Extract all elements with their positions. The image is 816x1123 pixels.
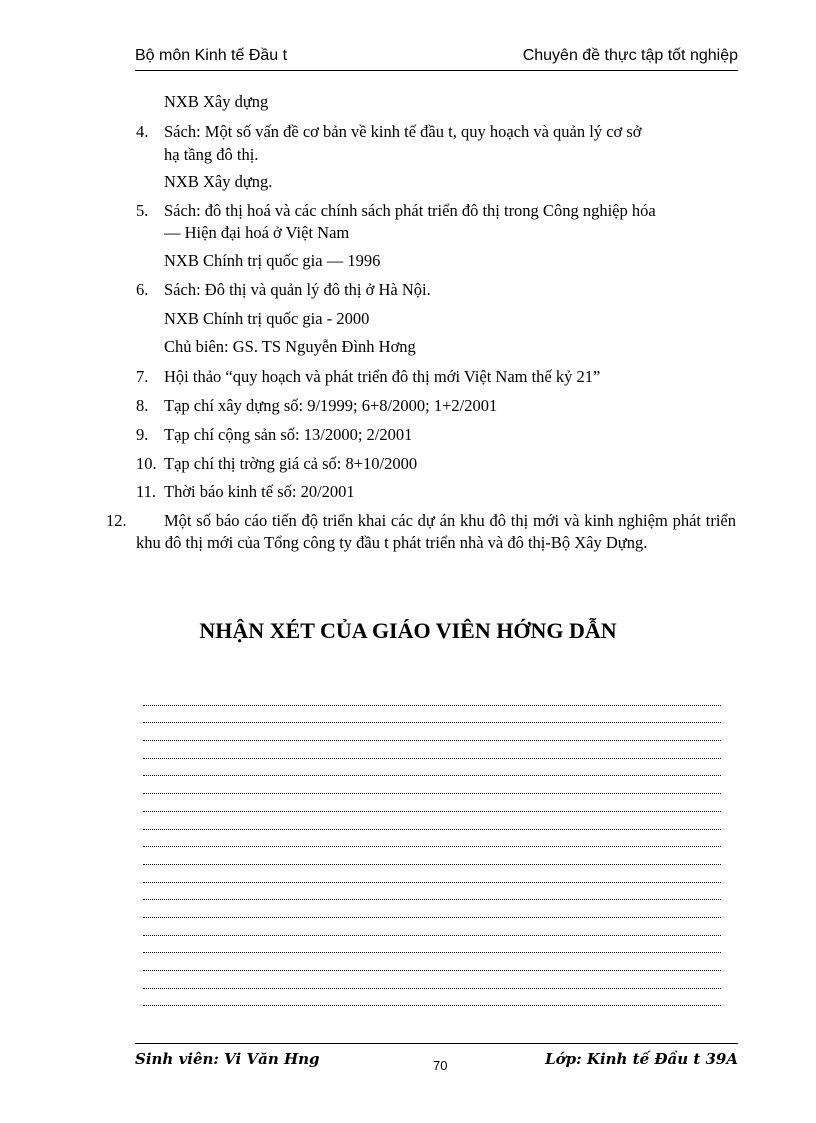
- dotted-line: [143, 900, 721, 918]
- ref-4-line2: hạ tầng đô thị.: [164, 145, 259, 164]
- ref-10-text: Tạp chí thị trờng giá cả số: 8+10/2000: [164, 454, 418, 473]
- ref-3-publisher: NXB Xây dựng: [164, 92, 269, 111]
- ref-7-number: 7.: [136, 367, 149, 386]
- dotted-line: [143, 936, 721, 954]
- ref-4-number: 4.: [136, 122, 149, 141]
- header-department: Bộ môn Kinh tế Đầu t: [135, 47, 288, 64]
- ref-6-editor: Chủ biên: GS. TS Nguyễn Đình Hơng: [164, 337, 416, 356]
- ref-12-number: 12.: [106, 511, 127, 530]
- ref-4-line1: Sách: Một số vấn đề cơ bản về kinh tế đầu t, quy hoạch và quản lý cơ sở: [164, 122, 642, 141]
- dotted-line: [143, 865, 721, 883]
- dotted-line: [143, 688, 721, 706]
- ref-10-number: 10.: [136, 454, 157, 473]
- ref-9-number: 9.: [136, 425, 149, 444]
- ref-5-number: 5.: [136, 201, 149, 220]
- dotted-line: [143, 883, 721, 901]
- ref-11-text: Thời báo kinh tế số: 20/2001: [164, 482, 355, 501]
- dotted-line: [143, 847, 721, 865]
- dotted-line: [143, 741, 721, 759]
- ref-6-line1: Sách: Đô thị và quản lý đô thị ở Hà Nội.: [164, 280, 431, 299]
- dotted-line: [143, 971, 721, 989]
- page-footer: [135, 1043, 738, 1084]
- dotted-line: [143, 953, 721, 971]
- dotted-line: [143, 723, 721, 741]
- ref-12-text: Một số báo cáo tiến độ triển khai các dự án khu đô thị mới và kinh nghiệm phát triển khu đô thị mới của Tổng công ty đầu t phát triển nhà và đô thị-Bộ Xây Dựng.: [136, 511, 736, 552]
- ref-5-publisher: NXB Chính trị quốc gia — 1996: [164, 251, 381, 270]
- ref-5-line2: — Hiện đại hoá ở Việt Nam: [164, 223, 350, 242]
- ref-11-number: 11.: [136, 482, 157, 501]
- dotted-line: [143, 759, 721, 777]
- footer-class: Lớp: Kinh tế Đầu t 39A: [545, 1050, 738, 1068]
- dotted-line: [143, 794, 721, 812]
- dotted-line: [143, 706, 721, 724]
- ref-12: [106, 510, 736, 554]
- dotted-line: [143, 989, 721, 1007]
- ref-8-text: Tạp chí xây dựng số: 9/1999; 6+8/2000; 1+2/2001: [164, 396, 498, 415]
- ref-7-text: Hội thảo “quy hoạch và phát triển đô thị mới Việt Nam thế kỷ 21”: [164, 367, 601, 386]
- header-report-type: Chuyên đề thực tập tốt nghiệp: [522, 47, 738, 64]
- comment-lines: [143, 688, 721, 1006]
- dotted-line: [143, 918, 721, 936]
- ref-8-number: 8.: [136, 396, 149, 415]
- ref-6-number: 6.: [136, 280, 149, 299]
- section-title: NHẬN XÉT CỦA GIÁO VIÊN HỚNG DẪN: [199, 618, 617, 643]
- dotted-line: [143, 830, 721, 848]
- ref-9-text: Tạp chí cộng sản số: 13/2000; 2/2001: [164, 425, 413, 444]
- ref-6-publisher: NXB Chính trị quốc gia - 2000: [164, 309, 370, 328]
- ref-5-line1: Sách: đô thị hoá và các chính sách phát triển đô thị trong Công nghiệp hóa: [164, 201, 656, 220]
- page-number: 70: [433, 1058, 448, 1073]
- dotted-line: [143, 812, 721, 830]
- ref-4-publisher: NXB Xây dựng.: [164, 172, 273, 191]
- dotted-line: [143, 776, 721, 794]
- page-header: [135, 44, 738, 71]
- footer-student: Sinh viên: Vi Văn Hng: [135, 1050, 320, 1068]
